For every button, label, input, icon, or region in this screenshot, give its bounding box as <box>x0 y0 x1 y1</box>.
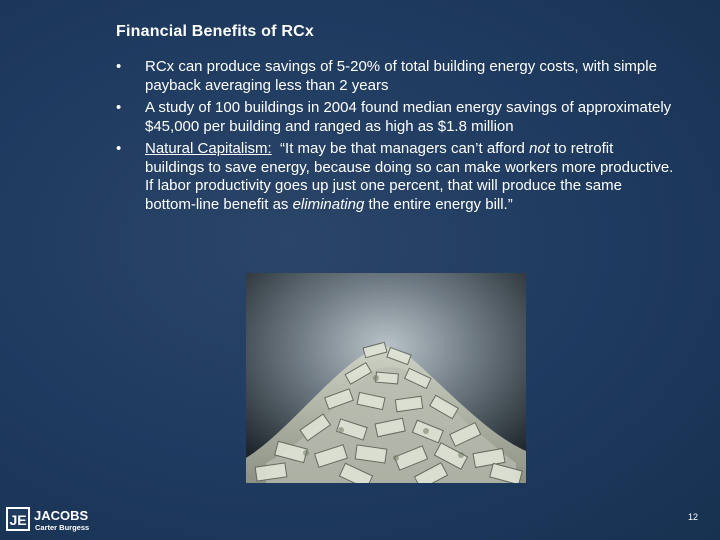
bullet-item <box>116 140 676 214</box>
bullet-marker: • <box>116 58 122 75</box>
bullet-item <box>116 99 676 136</box>
bullet-text: RCx can produce savings of 5-20% of total building energy costs, with simple payback averaging less than 2 years <box>145 58 657 94</box>
logo-subtitle: Carter Burgess <box>35 523 90 532</box>
logo-company-name: JACOBS <box>34 508 89 523</box>
bullet-marker: • <box>116 99 122 116</box>
quote-text: “It may be that managers can’t afford <box>271 140 530 157</box>
page-number: 12 <box>688 512 699 522</box>
quote-emphasis: not <box>529 140 550 157</box>
bullet-marker: • <box>116 140 122 157</box>
bullet-list <box>116 58 676 218</box>
company-logo <box>6 507 116 533</box>
quote-text: to retrofit buildings to save energy, because doing so can make workers more productive. If labor productivity goes up just one percent, that will produce the same bottom-line benefit as <box>145 140 674 213</box>
quote-text: the entire energy bill.” <box>364 195 513 213</box>
bullet-text: A study of 100 buildings in 2004 found median energy savings of approximately $45,000 per building and ranged as high as $1.8 million <box>145 99 672 135</box>
logo-monogram: JE <box>9 512 27 528</box>
quote-source: Natural Capitalism: <box>145 140 272 157</box>
bullet-item <box>116 58 676 95</box>
slide-title: Financial Benefits of RCx <box>116 23 314 40</box>
quote-emphasis: eliminating <box>292 195 365 213</box>
money-pile-photo <box>246 273 526 483</box>
